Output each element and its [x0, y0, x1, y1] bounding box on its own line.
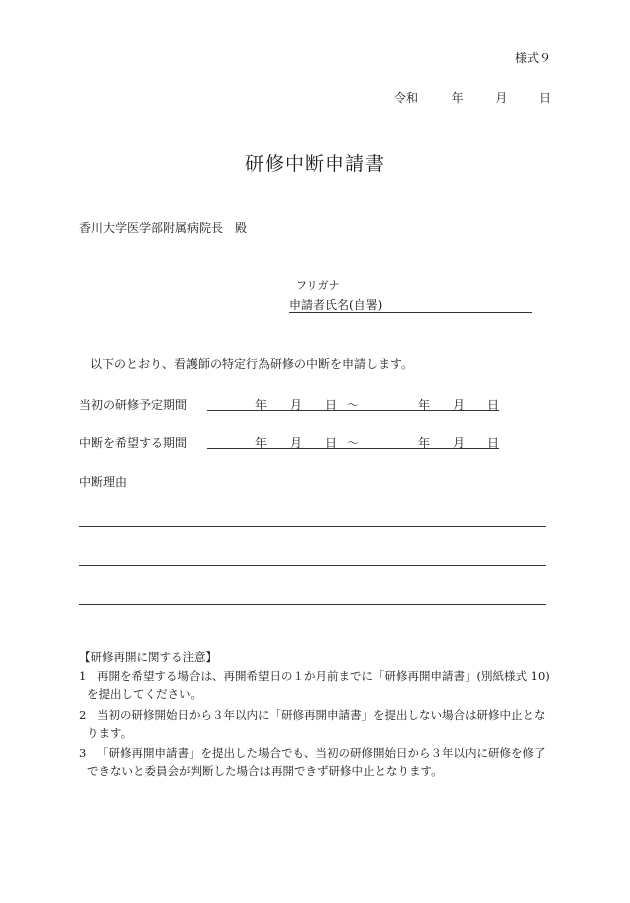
date-month: 月 — [495, 91, 508, 105]
period-original-end-day: 日 — [487, 398, 500, 412]
date-year: 年 — [451, 91, 464, 105]
note-text-continued: を提出してください。 — [87, 687, 202, 701]
period-suspension-start-year: 年 — [255, 436, 268, 450]
note-number: 3 — [79, 746, 87, 760]
period-suspension-end-month: 月 — [453, 436, 466, 450]
period-original-start-day: 日 — [325, 398, 338, 412]
reason-line-3[interactable] — [79, 604, 546, 605]
period-original-tilde: ～ — [347, 398, 360, 412]
reason-label: 中断理由 — [79, 475, 128, 489]
period-original-end-month: 月 — [453, 398, 466, 412]
period-original-end-year: 年 — [418, 398, 431, 412]
note-number: 1 — [79, 669, 87, 683]
period-label-suspension: 中断を希望する期間 — [79, 436, 188, 450]
period-suspension-field[interactable] — [207, 448, 499, 449]
application-date — [394, 89, 551, 106]
reason-line-1[interactable] — [79, 526, 546, 527]
form-number: 様式９ — [514, 51, 551, 65]
furigana-label: フリガナ — [296, 279, 340, 292]
notes-heading: 【研修再開に関する注意】 — [79, 650, 217, 664]
period-original-start-month: 月 — [290, 398, 303, 412]
intro-text: 以下のとおり、看護師の特定行為研修の中断を申請します。 — [90, 357, 414, 371]
note-number: 2 — [79, 708, 87, 722]
note-item — [79, 667, 550, 703]
period-suspension-start-month: 月 — [290, 436, 303, 450]
note-text: 再開を希望する場合は、再開希望日の１か月前までに「研修再開申請書」(別紙様式 10) — [97, 669, 550, 683]
period-label-original: 当初の研修予定期間 — [79, 398, 188, 412]
addressee: 香川大学医学部附属病院長 殿 — [79, 221, 248, 235]
note-text: 当初の研修開始日から３年以内に「研修再開申請書」を提出しない場合は研修中止とな — [97, 708, 546, 722]
note-item — [79, 744, 546, 780]
period-original-field[interactable] — [207, 410, 499, 411]
note-item — [79, 706, 546, 742]
applicant-name-label: 申請者氏名(自署) — [289, 298, 383, 312]
period-suspension-tilde: ～ — [347, 436, 360, 450]
applicant-name-field[interactable] — [289, 312, 532, 313]
note-text-continued: できないと委員会が判断した場合は再開できず研修中止となります。 — [87, 764, 443, 778]
note-text-continued: ります。 — [87, 726, 133, 740]
period-suspension-start-day: 日 — [325, 436, 338, 450]
page-title: 研修中断申請書 — [244, 153, 385, 175]
date-era: 令和 — [393, 91, 418, 105]
period-suspension-end-year: 年 — [418, 436, 431, 450]
reason-line-2[interactable] — [79, 565, 546, 566]
date-day: 日 — [538, 91, 551, 105]
period-original-start-year: 年 — [255, 398, 268, 412]
period-suspension-end-day: 日 — [487, 436, 500, 450]
note-text: 「研修再開申請書」を提出した場合でも、当初の研修開始日から３年以内に研修を修了 — [97, 746, 546, 760]
